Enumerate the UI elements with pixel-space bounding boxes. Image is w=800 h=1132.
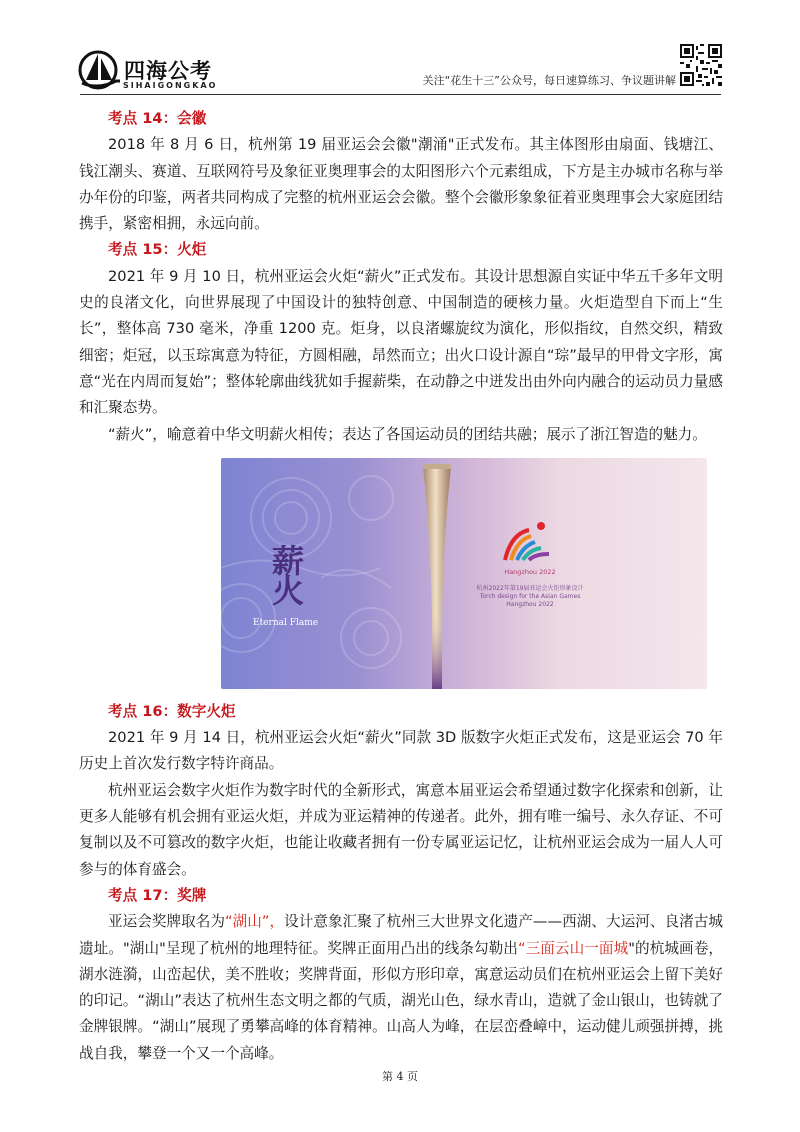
page-header: [0, 0, 800, 104]
section-heading-14: 考点 14：会徽: [108, 110, 207, 127]
sailboat-logo-icon: [78, 50, 122, 90]
asian-games-emblem-icon: [501, 520, 557, 566]
brand-name-en: SIHAIGONGKAO: [123, 81, 218, 90]
brand-name: 四海公考: [124, 59, 212, 83]
highlight-text: “湖山”，: [225, 913, 285, 931]
paragraph: “薪火”，喻意着中华文明薪火相传；表达了各国运动员的团结共融；展示了浙江智造的魅力。: [108, 425, 707, 443]
paragraph: 2018 年 8 月 6 日，杭州第 19 届亚运会会徽"潮涌"正式发布。其主体图形由扇面、钱塘江、钱江潮头、赛道、互联网符号及象征亚奥理事会的太阳图形六个元素组成，下方是主办城市名称与举办年份的印鉴，两者共同构成了完整的杭州亚运会会徽。整个会徽形象象征着亚奥理事会大家庭团结携手，紧密相拥，永远向前。: [79, 136, 723, 233]
paragraph: 2021 年 9 月 14 日，杭州亚运会火炬“薪火”同款 3D 版数字火炬正式发布，这是亚运会 70 年历史上首次发行数字特许商品。: [79, 729, 723, 773]
torch-name: 薪 火: [271, 541, 304, 610]
emblem-caption: 杭州2022年第19届亚运会火炬形象设计 Torch design for the Asian Games Hangzhou 2022: [476, 584, 584, 608]
paragraph: 亚运会奖牌取名为“湖山”，设计意象汇聚了杭州三大世界文化遗产——西湖、大运河、良渚古城遗址。"湖山"呈现了杭州的地理特征。奖牌正面用凸出的线条勾勒出“三面云山一面城"的杭城画卷，湖水涟漪，山峦起伏，美不胜收；奖牌背面，形似方形印章，寓意运动员们在杭州亚运会上留下美好的印记。“湖山”表达了杭州生态文明之都的气质，湖光山色，绿水青山，造就了金山银山，也铸就了金牌银牌。“湖山”展现了勇攀高峰的体育精神。山高人为峰，在层峦叠嶂中，运动健儿顽强拼搏，挑战自我，攀登一个又一个高峰。: [79, 913, 723, 1062]
section-heading-16: 考点 16：数字火炬: [108, 702, 236, 720]
highlight-text: “三面云山一面城: [517, 939, 629, 957]
torch-image: [417, 458, 457, 689]
paragraph: 杭州亚运会数字火炬作为数字时代的全新形式，寓意本届亚运会希望通过数字化探索和创新，让更多人能够有机会拥有亚运火炬，并成为亚运精神的传递者。此外，拥有唯一编号、永久存证、不可复制以及不可篡改的数字火炬，也能让收藏者拥有一份专属亚运记忆，让杭州亚运会成为一届人人可参与的体育盛会。: [79, 781, 723, 878]
header-tagline: 关注“花生十三”公众号，每日速算练习、争议题讲解: [422, 74, 676, 87]
page-number: 第 4 页: [382, 1070, 418, 1083]
document-body: [79, 106, 723, 1067]
section-heading-17: 考点 17：奖牌: [108, 886, 207, 904]
header-divider: [80, 94, 721, 95]
torch-name-en: Eternal Flame: [253, 617, 319, 628]
qr-code-icon: [680, 44, 722, 86]
section-heading-15: 考点 15：火炬: [108, 241, 207, 259]
emblem-city: Hangzhou 2022: [504, 567, 556, 576]
paragraph: 2021 年 9 月 10 日，杭州亚运会火炬“薪火”正式发布。其设计思想源自实证中华五千多年文明史的良渚文化，向世界展现了中国设计的独特创意、中国制造的硬核力量。火炬造型自下而上“生长”，整体高 730 毫米，净重 1200 克。炬身，以良渚螺旋纹为演化，形似指纹，自然交织，精致细密；炬冠，以玉琮寓意为特征，方圆相融，昂然而立；出火口设计源自“琮”最早的甲骨文字形，寓意“光在内周而复始”；整体轮廓曲线犹如手握薪柴，在动静之中迸发出由外向内融合的运动员力量感和汇聚态势。: [79, 267, 723, 417]
torch-figure: [221, 458, 707, 689]
